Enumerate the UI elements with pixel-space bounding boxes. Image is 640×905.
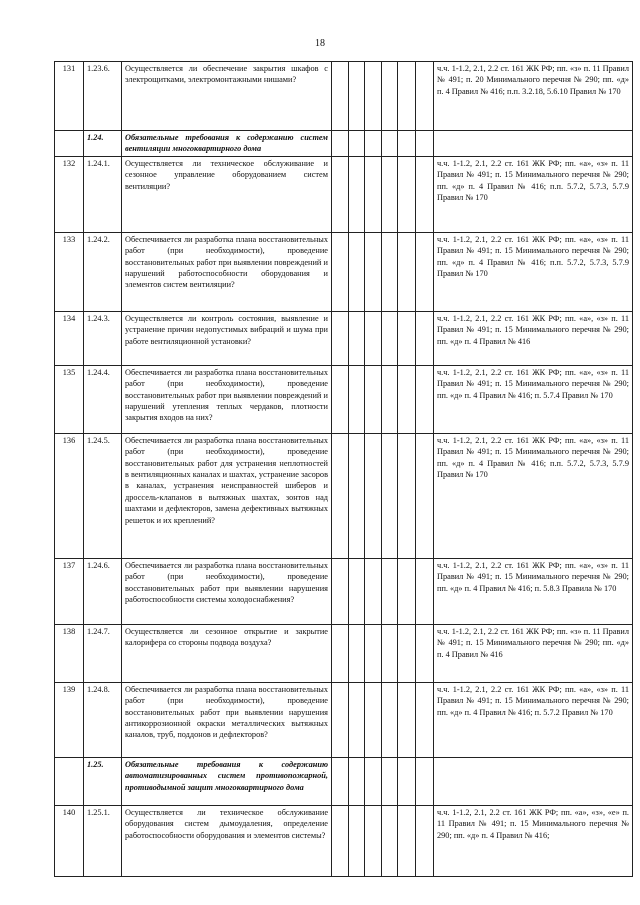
answer-cell (398, 232, 416, 311)
answer-cell (332, 757, 349, 805)
answer-cell (398, 624, 416, 682)
row-code: 1.24.7. (84, 624, 122, 682)
answer-cell (416, 757, 434, 805)
row-code: 1.24.6. (84, 558, 122, 624)
answer-cell (332, 624, 349, 682)
section-title: Обязательные требования к содержанию автоматизированных систем противопожарной, противодымной защит многоквартирного дома (122, 757, 332, 805)
answer-cell (382, 365, 398, 433)
table-body (55, 62, 633, 877)
answer-cell (382, 131, 398, 157)
answer-cell (365, 682, 382, 757)
section-title: Обязательные требования к содержанию систем вентиляции многоквартирного дома (122, 131, 332, 157)
legal-reference: ч.ч. 1-1.2, 2.1, 2.2 ст. 161 ЖК РФ; пп. «а», «з» п. 11 Правил № 491; п. 15 Минимального перечня № 290; пп. «д» п. 4 Правил № 416; п. 5.7.4 Правил № 170 (434, 365, 633, 433)
row-code: 1.25.1. (84, 805, 122, 876)
answer-cell (349, 156, 365, 232)
requirement-question: Осуществляется ли техническое обслуживание оборудования систем дымоудаления, определение работоспособности оборудования и элементов системы? (122, 805, 332, 876)
answer-cell (416, 365, 434, 433)
row-code: 1.24. (84, 131, 122, 157)
answer-cell (416, 62, 434, 131)
row-number (55, 131, 84, 157)
page-number: 18 (315, 38, 325, 49)
table-row (55, 232, 633, 311)
answer-cell (365, 62, 382, 131)
answer-cell (332, 805, 349, 876)
answer-cell (416, 624, 434, 682)
answer-cell (398, 311, 416, 365)
row-number: 135 (55, 365, 84, 433)
row-number: 138 (55, 624, 84, 682)
answer-cell (416, 433, 434, 558)
table-row (55, 311, 633, 365)
answer-cell (365, 311, 382, 365)
row-code: 1.24.2. (84, 232, 122, 311)
legal-reference: ч.ч. 1-1.2, 2.1, 2.2 ст. 161 ЖК РФ; пп. «з» п. 11 Правил № 491; п. 20 Минимального перечня № 290; пп. «д» п. 4 Правил № 416; п.п. 3.2.18, 5.6.10 Правил № 170 (434, 62, 633, 131)
answer-cell (332, 156, 349, 232)
answer-cell (382, 311, 398, 365)
legal-reference: ч.ч. 1-1.2, 2.1, 2.2 ст. 161 ЖК РФ; пп. «з» п. 11 Правил № 491; п. 15 Минимального перечня № 290; пп. «д» п. 4 Правил № 416 (434, 624, 633, 682)
row-code: 1.24.3. (84, 311, 122, 365)
requirement-question: Осуществляется ли техническое обслуживание и сезонное управление оборудованием систем вентиляции? (122, 156, 332, 232)
answer-cell (398, 757, 416, 805)
table-row (55, 558, 633, 624)
requirement-question: Осуществляется ли сезонное открытие и закрытие калорифера со стороны подвода воздуха? (122, 624, 332, 682)
answer-cell (382, 433, 398, 558)
requirement-question: Обеспечивается ли разработка плана восстановительных работ (при необходимости), проведение восстановительных работ при выявлении нарушения антикоррозионной окраски металлических вытяжных каналов, труб, поддонов и дефлекторов? (122, 682, 332, 757)
answer-cell (416, 682, 434, 757)
row-number: 131 (55, 62, 84, 131)
answer-cell (416, 131, 434, 157)
legal-reference: ч.ч. 1-1.2, 2.1, 2.2 ст. 161 ЖК РФ; пп. «а», «з» п. 11 Правил № 491; п. 15 Минимального перечня № 290; пп. «д» п. 4 Правил № 416; п.п. 5.7.2, 5.7.3, 5.7.9 Правил № 170 (434, 232, 633, 311)
answer-cell (398, 558, 416, 624)
table-row (55, 365, 633, 433)
answer-cell (349, 131, 365, 157)
table-row (55, 62, 633, 131)
answer-cell (382, 682, 398, 757)
answer-cell (332, 365, 349, 433)
legal-reference: ч.ч. 1-1.2, 2.1, 2.2 ст. 161 ЖК РФ; пп. «а», «з» п. 11 Правил № 491; п. 15 Минимального перечня № 290; пп. «д» п. 4 Правил № 416; п.п. 5.7.2, 5.7.3, 5.7.9 Правил № 170 (434, 156, 633, 232)
answer-cell (416, 805, 434, 876)
requirement-question: Обеспечивается ли разработка плана восстановительных работ (при необходимости), проведение восстановительных работ для устранения неплотностей в вентиляционных каналах и шахтах, устранение засоров в каналах, устранения неисправностей шиберов и дроссель-клапанов в вытяжных шахтах, зонтов над шахтами и дефлекторов, замена дефективных вытяжных решеток и их креплений? (122, 433, 332, 558)
row-code: 1.25. (84, 757, 122, 805)
table-row (55, 624, 633, 682)
row-code: 1.23.6. (84, 62, 122, 131)
row-number: 137 (55, 558, 84, 624)
answer-cell (365, 232, 382, 311)
answer-cell (416, 558, 434, 624)
answer-cell (382, 156, 398, 232)
row-number: 132 (55, 156, 84, 232)
answer-cell (349, 558, 365, 624)
row-code: 1.24.8. (84, 682, 122, 757)
answer-cell (365, 558, 382, 624)
answer-cell (365, 131, 382, 157)
answer-cell (349, 624, 365, 682)
requirement-question: Обеспечивается ли разработка плана восстановительных работ (при необходимости), проведение восстановительных работ при выявлении повреждений и нарушений работоспособности оборудования и элементов систем вентиляции? (122, 232, 332, 311)
answer-cell (349, 62, 365, 131)
answer-cell (398, 433, 416, 558)
legal-reference (434, 131, 633, 157)
section-row (55, 757, 633, 805)
requirement-question: Обеспечивается ли разработка плана восстановительных работ (при необходимости), проведение восстановительных работ при выявлении повреждений и нарушений утепления теплых чердаков, плотности закрытия входов на них? (122, 365, 332, 433)
answer-cell (349, 757, 365, 805)
legal-reference: ч.ч. 1-1.2, 2.1, 2.2 ст. 161 ЖК РФ; пп. «а», «з» п. 11 Правил № 491; п. 15 Минимального перечня № 290; пп. «д» п. 4 Правил № 416; п. 5.8.3 Правила № 170 (434, 558, 633, 624)
requirement-question: Осуществляется ли обеспечение закрытия шкафов с электрощитками, электромонтажными нишами? (122, 62, 332, 131)
table-row (55, 805, 633, 876)
answer-cell (365, 624, 382, 682)
answer-cell (332, 232, 349, 311)
legal-reference: ч.ч. 1-1.2, 2.1, 2.2 ст. 161 ЖК РФ; пп. «а», «з» п. 11 Правил № 491; п. 15 Минимального перечня № 290; пп. «д» п. 4 Правил № 416 (434, 311, 633, 365)
row-number: 133 (55, 232, 84, 311)
table-row (55, 156, 633, 232)
section-row (55, 131, 633, 157)
row-code: 1.24.4. (84, 365, 122, 433)
answer-cell (332, 131, 349, 157)
answer-cell (382, 805, 398, 876)
answer-cell (349, 433, 365, 558)
requirement-question: Обеспечивается ли разработка плана восстановительных работ (при необходимости), проведение восстановительных работ при выявлении нарушения работоспособности системы холодоснабжения? (122, 558, 332, 624)
legal-reference: ч.ч. 1-1.2, 2.1, 2.2 ст. 161 ЖК РФ; пп. «а», «з», «е» п. 11 Правил № 491; п. 15 Минимального перечня № 290; пп. «д» п. 4 Правил № 416; (434, 805, 633, 876)
answer-cell (349, 232, 365, 311)
row-number: 139 (55, 682, 84, 757)
answer-cell (416, 311, 434, 365)
answer-cell (365, 805, 382, 876)
requirement-question: Осуществляется ли контроль состояния, выявление и устранение причин недопустимых вибраций и шума при работе вентиляционной установки? (122, 311, 332, 365)
answer-cell (398, 365, 416, 433)
answer-cell (365, 433, 382, 558)
answer-cell (332, 682, 349, 757)
answer-cell (382, 232, 398, 311)
answer-cell (332, 311, 349, 365)
row-code: 1.24.5. (84, 433, 122, 558)
answer-cell (332, 433, 349, 558)
answer-cell (416, 156, 434, 232)
answer-cell (349, 365, 365, 433)
answer-cell (398, 682, 416, 757)
answer-cell (332, 62, 349, 131)
answer-cell (398, 62, 416, 131)
answer-cell (349, 311, 365, 365)
legal-reference: ч.ч. 1-1.2, 2.1, 2.2 ст. 161 ЖК РФ; пп. «а», «з» п. 11 Правил № 491; п. 15 Минимального перечня № 290; пп. «д» п. 4 Правил № 416; п. 5.7.2 Правил № 170 (434, 682, 633, 757)
answer-cell (349, 805, 365, 876)
requirements-table (54, 61, 633, 877)
legal-reference: ч.ч. 1-1.2, 2.1, 2.2 ст. 161 ЖК РФ; пп. «а», «з» п. 11 Правил № 491; п. 15 Минимального перечня № 290; пп. «д» п. 4 Правил № 416; п.п. 5.7.2, 5.7.3, 5.7.9 Правил № 170 (434, 433, 633, 558)
table-row (55, 433, 633, 558)
answer-cell (398, 156, 416, 232)
answer-cell (349, 682, 365, 757)
answer-cell (332, 558, 349, 624)
row-number: 136 (55, 433, 84, 558)
answer-cell (365, 757, 382, 805)
row-number: 134 (55, 311, 84, 365)
answer-cell (382, 62, 398, 131)
row-code: 1.24.1. (84, 156, 122, 232)
row-number (55, 757, 84, 805)
answer-cell (398, 805, 416, 876)
answer-cell (398, 131, 416, 157)
answer-cell (365, 365, 382, 433)
answer-cell (382, 757, 398, 805)
answer-cell (382, 558, 398, 624)
row-number: 140 (55, 805, 84, 876)
answer-cell (416, 232, 434, 311)
table-row (55, 682, 633, 757)
legal-reference (434, 757, 633, 805)
answer-cell (365, 156, 382, 232)
answer-cell (382, 624, 398, 682)
